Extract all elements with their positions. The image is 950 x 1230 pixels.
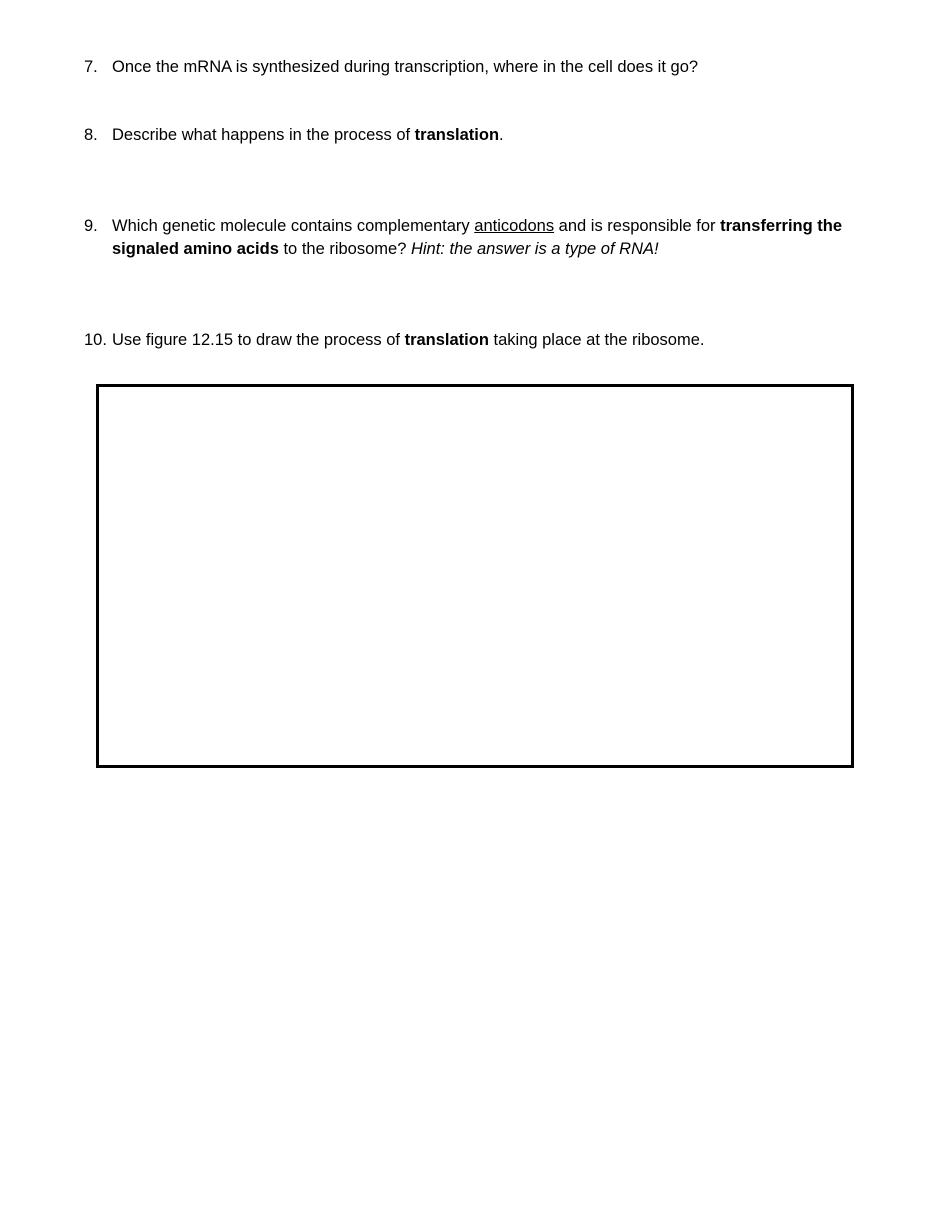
question-9-keyword: transferring the signaled amino acids — [112, 217, 843, 258]
question-10-text-end: taking place at the ribosome. — [488, 331, 705, 349]
question-text — [112, 124, 884, 147]
question-8-text-start: Describe what happens in the process of — [112, 126, 415, 144]
question-7 — [84, 56, 884, 79]
question-text — [112, 329, 884, 352]
question-9-text-end: to the ribosome? — [278, 240, 411, 258]
question-number: 10. — [84, 331, 107, 349]
question-9-text-start: Which genetic molecule contains complementary — [112, 217, 475, 235]
question-8 — [84, 124, 884, 147]
question-8-text-end: . — [499, 126, 504, 144]
question-8-keyword: translation — [414, 126, 500, 144]
question-number: 9. — [84, 217, 98, 235]
question-9 — [84, 215, 884, 261]
question-number: 7. — [84, 58, 98, 76]
question-text — [112, 215, 884, 261]
question-9-hint: Hint: the answer is a type of RNA! — [410, 240, 659, 258]
question-10-text-start: Use figure 12.15 to draw the process of — [112, 331, 405, 349]
question-9-text-middle: and is responsible for — [554, 217, 721, 235]
question-number: 8. — [84, 126, 98, 144]
drawing-answer-box[interactable] — [96, 384, 854, 768]
question-text — [112, 56, 884, 79]
question-7-text: Once the mRNA is synthesized during transcription, where in the cell does it go? — [112, 58, 699, 76]
question-9-underlined-term: anticodons — [474, 217, 555, 235]
question-10-keyword: translation — [404, 331, 489, 349]
question-10 — [84, 329, 884, 352]
